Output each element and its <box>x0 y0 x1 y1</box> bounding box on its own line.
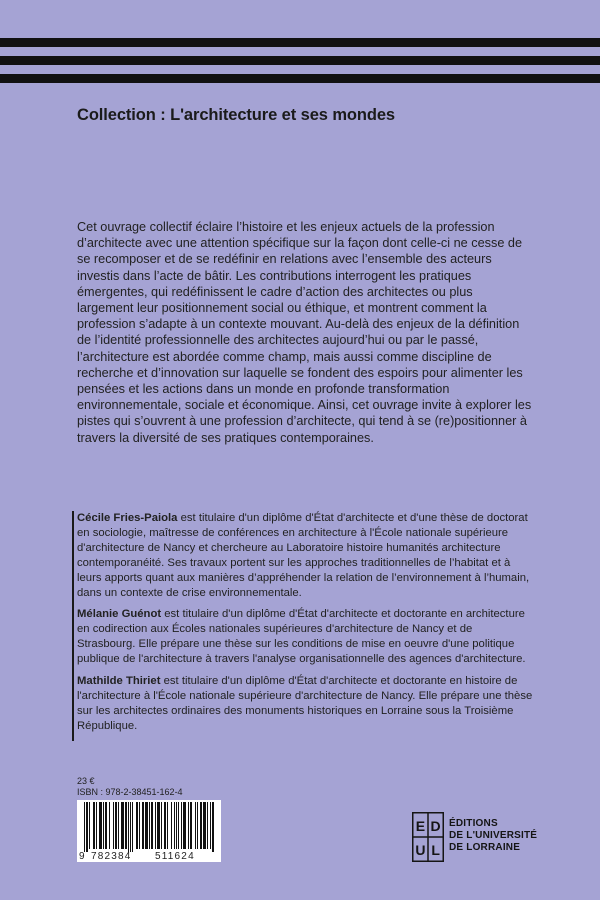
barcode-bar <box>139 802 140 849</box>
barcode-bar <box>142 802 144 849</box>
barcode-bar <box>178 802 179 849</box>
logo-letter-l: L <box>431 842 440 858</box>
barcode-bar <box>157 802 160 849</box>
barcode <box>77 800 221 862</box>
barcode-bar <box>105 802 107 849</box>
barcode-bar <box>155 802 156 849</box>
barcode-bar <box>125 802 127 849</box>
barcode-bar <box>188 802 189 849</box>
barcode-bar <box>212 802 214 852</box>
barcode-bar <box>176 802 177 849</box>
barcode-bar <box>132 802 133 852</box>
barcode-left-digits: 782384 <box>91 851 132 862</box>
barcode-bar <box>130 802 131 852</box>
publisher-line-1: ÉDITIONS <box>449 818 498 829</box>
barcode-bar <box>167 802 168 849</box>
publisher-block <box>412 812 542 862</box>
barcode-bar <box>145 802 148 849</box>
barcode-bar <box>210 802 211 849</box>
author-name: Mathilde Thiriet <box>77 675 161 688</box>
barcode-bar <box>190 802 192 849</box>
barcode-bar <box>200 802 202 849</box>
barcode-first-digit: 9 <box>79 851 85 862</box>
barcode-bar <box>151 802 153 849</box>
top-stripe-1 <box>0 38 600 47</box>
barcode-bar <box>128 802 129 852</box>
author-name: Mélanie Guénot <box>77 608 162 621</box>
author-bios <box>72 511 533 741</box>
barcode-bar <box>197 802 198 849</box>
collection-title: Collection : L'architecture et ses mondes <box>77 106 395 124</box>
top-stripe-3 <box>0 74 600 83</box>
edul-logo-icon <box>412 812 444 862</box>
barcode-bar <box>183 802 186 849</box>
barcode-bar <box>99 802 102 849</box>
logo-letter-u: U <box>415 842 426 858</box>
author-bio <box>77 511 533 600</box>
book-summary: Cet ouvrage collectif éclaire l’histoire et les enjeux actuels de la profession d’architecte avec une attention spécifique sur la façon dont celle-ci ne cesse de se recomposer et de se redéfinir en relations avec l’ensemble des acteurs investis dans l’acte de bâtir. Les contributions interrogent les pratiques émergentes, qui redéfinissent le cadre d’action des architectes ou plus largement leur positionnement social ou éthique, et montrent comment la profession s’adapte à un contexte mouvant. Au-delà des enjeux de la définition de l’identité professionnelle des architectes aujourd’hui ou par le passé, l’architecture est abordée comme champ, mais aussi comme discipline de recherche et d’innovation sur laquelle se fondent des espoirs pour alimenter les pensées et les actions dans un monde en profonde transformation environnementale, sociale et économique. Ainsi, cet ouvrage invite à explorer les pistes qui s’ouvrent à une profession d’architecte, qui tend à se (re)positionner à travers la diversité de ses pratiques contemporaines. <box>77 220 532 445</box>
publisher-line-2: DE L'UNIVERSITÉ <box>449 830 538 841</box>
author-bio-text: est titulaire d'un diplôme d'État d'architecte et d'une thèse de doctorat en sociologie, maîtresse de conférences en architecture à l'École nationale supérieure d'architecture de Nancy et chercheure au Laboratoire histoire humanités architecture contemporanéité. Ses travaux portent sur les approches traditionnelles de l’habitat et à leurs apports quant aux manières d’appréhender la relation de l’environnement à l’humain, dans un contexte de crise environnementale. <box>77 512 530 599</box>
barcode-bar <box>118 802 119 849</box>
barcode-bar <box>96 802 97 849</box>
logo-letter-e: E <box>415 818 426 834</box>
logo-letter-d: D <box>430 818 441 834</box>
author-name: Cécile Fries-Paiola <box>77 512 178 524</box>
barcode-right-digits: 511624 <box>155 851 195 862</box>
barcode-bars <box>77 800 221 852</box>
barcode-bar <box>121 802 124 849</box>
barcode-bar <box>161 802 162 849</box>
barcode-bar <box>84 802 85 852</box>
barcode-bar <box>136 802 138 849</box>
barcode-bar <box>171 802 172 849</box>
barcode-bar <box>89 802 90 849</box>
barcode-bar <box>93 802 95 849</box>
barcode-bar <box>203 802 206 849</box>
barcode-bar <box>207 802 208 849</box>
barcode-bar <box>113 802 114 849</box>
barcode-bar <box>149 802 150 849</box>
barcode-bar <box>164 802 166 849</box>
barcode-bar <box>109 802 110 849</box>
author-bio <box>77 674 533 734</box>
publisher-line-3: DE LORRAINE <box>449 842 521 853</box>
barcode-bar <box>103 802 104 849</box>
barcode-bar <box>195 802 196 849</box>
author-bio-text: est titulaire d'un diplôme d'État d'architecte et doctorante en architecture en codirection aux Écoles nationales supérieures d'architecture de Nancy et de Strasbourg. Elle prépare une thèse sur les conditions de mise en oeuvre d'une politique publique de l'architecture à travers l'analyse organisationnelle des agences d'architecture. <box>77 608 526 666</box>
author-bio-text: est titulaire d'un diplôme d'État d'architecte et doctorante en histoire de l'architecture à l'École nationale supérieure d'architecture de Nancy. Elle prépare une thèse sur les architectes ordinaires des monuments historiques en Lorraine sous la Troisième République. <box>77 675 533 732</box>
price-label: 23 € <box>77 776 95 786</box>
isbn-label: ISBN : 978-2-38451-162-4 <box>77 787 183 797</box>
barcode-bar <box>181 802 182 849</box>
author-bio <box>77 607 533 667</box>
barcode-bar <box>115 802 117 849</box>
barcode-bar <box>86 802 88 852</box>
top-stripe-2 <box>0 56 600 65</box>
barcode-bar <box>174 802 175 849</box>
